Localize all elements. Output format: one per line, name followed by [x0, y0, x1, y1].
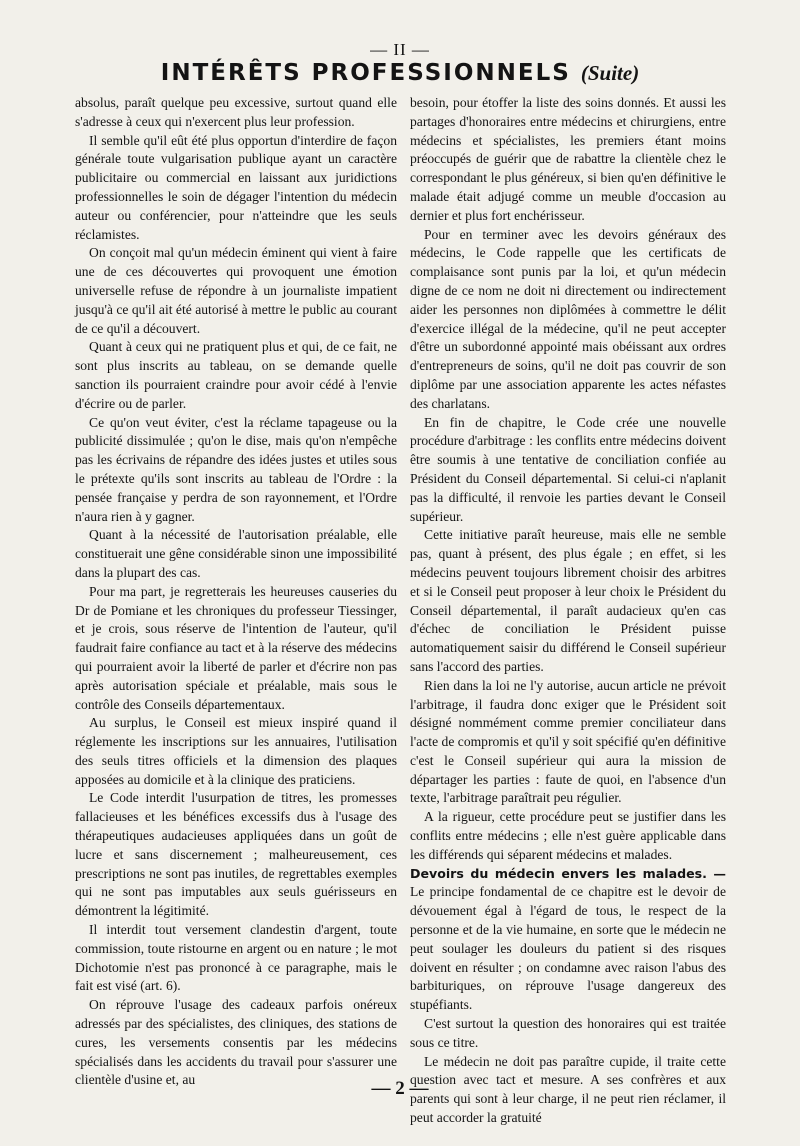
paragraph: absolus, paraît quelque peu excessive, surtout quand elle s'adresse à ceux qui n'exercent plus leur profession. [75, 95, 397, 129]
section-first-text: Le principe fondamental de ce chapitre est le devoir de dévouement égal à l'égard de tous, le respect de la personne et de la vie humaine, en sorte que le médecin ne peut soulager les douleurs du patient si des risques doivent en résulter ; on condamne avec raison l'abus des barbituriques, on réprouve l'usage dangereux des stupéfiants. [410, 884, 726, 1013]
paragraph: Pour ma part, je regretterais les heureuses causeries du Dr de Pomiane et les chroniques du professeur Tiessinger, et je crois, sous réserve de l'intention de l'auteur, qu'il faudrait faire confiance au tact et à la réserve des médecins qui pourraient avoir la liberté de parler et d'écrire non pas après autorisation spéciale et préalable, mais sous le contrôle des Conseils départementaux. [75, 583, 397, 712]
paragraph: Le Code interdit l'usurpation de titres, les promesses fallacieuses et les bénéfices excessifs dus à l'usage des thérapeutiques audacieuses appliquées dans un goût de lucre et sans discernement ; malheureusement, ces prescriptions ne sont pas inutiles, de regrettables exemples qui ne sont pas imputables aux seuls guérisseurs en démontrent la légitimité. [75, 790, 397, 919]
paragraph: Rien dans la loi ne l'y autorise, aucun article ne prévoit l'arbitrage, il faudra donc exiger que le Président soit désigné nommément comme premier conciliateur dans l'acte de compromis et qu'il y soit spécifié qu'en définitive c'est le Conseil supérieur qui aura la mission de départager les parties : faute de quoi, en l'absence d'un texte, l'arbitrage paraîtrait peu régulier. [410, 677, 726, 806]
page-title [0, 60, 800, 86]
top-folio: — II — [370, 40, 430, 59]
paragraph: C'est surtout la question des honoraires qui est traitée sous ce titre. [410, 1016, 726, 1050]
section-paragraph [410, 865, 726, 1015]
paragraph: Il interdit tout versement clandestin d'argent, toute commission, toute ristourne en argent ou en nature ; le mot Dichotomie n'est pas prononcé à ce paragraphe, mais le fait est visé (art. 6). [75, 922, 397, 994]
title-suite: (Suite) [580, 61, 640, 85]
paragraph: On conçoit mal qu'un médecin éminent qui vient à faire une de ces découvertes qui provoquent une émotion universelle refuse de répondre à un journaliste impatient jusqu'à ce qu'il ait été autorisé à mettre le public au courant de ce qu'il a découvert. [75, 245, 397, 336]
paragraph: En fin de chapitre, le Code crée une nouvelle procédure d'arbitrage : les conflits entre médecins doivent être soumis à une tentative de conciliation confiée au Président du Conseil départemental. Si celui-ci n'aplanit pas la difficulté, il renvoie les parties devant le Conseil supérieur. [410, 414, 726, 524]
paragraph: Quant à la nécessité de l'autorisation préalable, elle constituerait une gêne considérable sinon une impossibilité dans la plupart des cas. [75, 527, 397, 580]
paragraph: Il semble qu'il eût été plus opportun d'interdire de façon générale toute vulgarisation publique ayant un caractère publicitaire ou commercial en laissant aux juridictions professionnelles le soin de dégager l'intention du médecin auteur ou conférencier, pour n'atteindre que les seuls réclamistes. [75, 132, 397, 242]
paragraph: Quant à ceux qui ne pratiquent plus et qui, de ce fait, ne sont plus inscrits au tableau, on se demande quelle sanction ils pourraient craindre pour avoir cédé à l'envie d'écrire ou de parler. [75, 339, 397, 411]
paragraph: Le médecin ne doit pas paraître cupide, il traite cette question avec tact et mesure. A ses confrères et aux parents qui sont à leur charge, il ne peut rien réclamer, il peut accorder la gratuité [410, 1053, 726, 1126]
right-column [410, 94, 726, 1128]
paragraph: Ce qu'on veut éviter, c'est la réclame tapageuse ou la publicité dissimulée ; qu'on le dise, mais qu'on n'empêche pas les écrivains de répandre des idées justes et utiles sous le prétexte qu'ils sont inscrits au tableau de l'Ordre : la pensée française y perdra de son rayonnement, et l'Ordre n'aura rien à y gagner. [75, 414, 397, 524]
paragraph: Au surplus, le Conseil est mieux inspiré quand il réglemente les inscriptions sur les annuaires, l'utilisation des seuls titres officiels et la dimension des plaques apposées au domicile et à la clinique des praticiens. [75, 715, 397, 787]
section-heading: Devoirs du médecin envers les malades. — [410, 865, 726, 881]
paragraph: besoin, pour étoffer la liste des soins donnés. Et aussi les partages d'honoraires entre médecins et chirurgiens, entre médecins et spécialistes, les premiers étant moins préoccupés de guérir que de rabattre la clientèle chez le correspondant le plus généreux, si bien qu'en définitive le malade était adjugé comme un meuble d'occasion au dernier et plus fort enchérisseur. [410, 95, 726, 223]
paragraph: A la rigueur, cette procédure peut se justifier dans les conflits entre médecins ; elle n'est guère applicable dans les différends qui séparent médecins et malades. [410, 809, 726, 862]
paragraph: Cette initiative paraît heureuse, mais elle ne semble pas, quant à présent, des plus égale ; en effet, si les médecins peuvent toujours librement choisir des arbitres et si le Conseil peut proposer à leur choix le Président du Conseil départemental, il paraît audacieux qu'en cas d'échec de conciliation le Président puisse automatiquement saisir du différend le Conseil supérieur sans l'accord des parties. [410, 527, 726, 674]
page-number: — 2 — [371, 1078, 429, 1099]
title-text: INTÉRÊTS PROFESSIONNELS [160, 60, 571, 86]
left-column [75, 94, 397, 1090]
paragraph: On réprouve l'usage des cadeaux parfois onéreux adressés par des spécialistes, des cliniques, des stations de cures, les versements consentis par les médecins spécialisés dans les accidents du travail pour s'assurer une clientèle d'usine et, au [75, 997, 397, 1088]
paragraph: Pour en terminer avec les devoirs généraux des médecins, le Code rappelle que les certificats de complaisance sont punis par la loi, et qu'un médecin digne de ce nom ne doit ni directement ou indirectement aider les personnes non diplômées à commettre le délit d'exercice illégal de la médecine, qu'il ne peut accepter d'être un subordonné appointé mais obéissant aux ordres d'entrepreneurs de soins, qu'il ne doit pas couvrir de son diplôme par une association apparente les actes néfastes des charlatans. [410, 226, 726, 411]
